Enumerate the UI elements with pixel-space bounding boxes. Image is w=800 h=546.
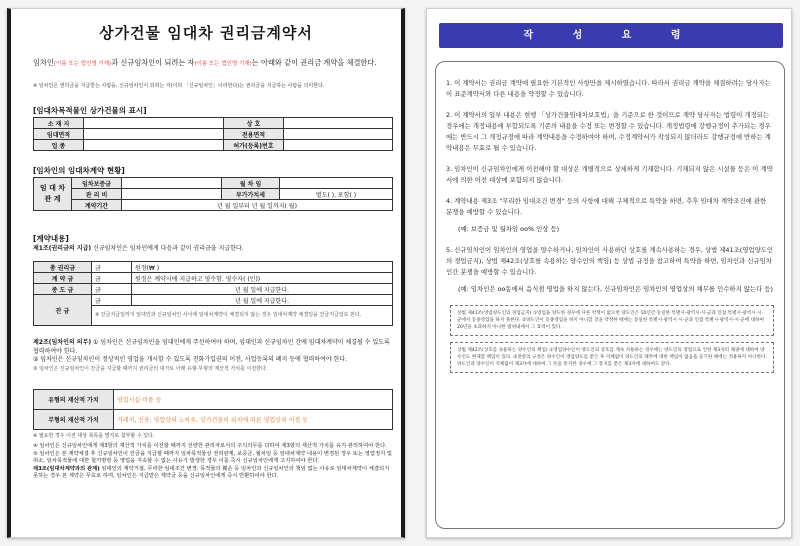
cell-value bbox=[284, 140, 393, 151]
cell-label: 부가가치세 bbox=[222, 189, 280, 200]
cell-value bbox=[122, 189, 222, 200]
cell-label: 총 권리금 bbox=[34, 262, 92, 273]
cell-note: ※ 잔금지급일까지 임대인과 신규임차인 사이에 임대차계약이 체결되지 않는 경우 임대차계약 체결일을 잔금지급일로 본다. bbox=[92, 306, 393, 326]
intro-text: 과 신규임차인이 되려는 자 bbox=[111, 58, 195, 67]
value-table bbox=[33, 389, 393, 430]
cell-label: 소 재 지 bbox=[34, 118, 84, 129]
cell-label: 임 대 차 관 계 bbox=[34, 178, 72, 211]
cell-value bbox=[284, 129, 393, 140]
cell-value: 영업시설·비품 등 bbox=[114, 390, 393, 410]
intro-hint: (이름 또는 법인명 기재) bbox=[53, 61, 112, 67]
guide-item: 3. 임차인이 신규임차인에게 이전해야 할 대상은 개별적으로 상세하게 기재합니다. 기재되지 않은 시설물 등은 이 계약서에 의한 이전 대상에 포함되지 않습니다. bbox=[446, 165, 773, 184]
cell-label: 업 종 bbox=[34, 140, 84, 151]
cell-value: 년 월 일에 지급한다. bbox=[132, 295, 393, 306]
cell-value: 거래처, 신용, 영업상의 노하우, 상가건물의 위치에 따른 영업상의 이점 등 bbox=[114, 410, 393, 430]
value-note: ※ 필요한 경우 이전 대상 목록을 별지로 첨부할 수 있다. bbox=[33, 433, 155, 439]
cell-value: 년 월 일부터 년 월 일까지( 월) bbox=[122, 200, 393, 211]
guide-item: 2. 이 계약서의 일부 내용은 현행 「상가건물임대차보호법」을 기준으로 한 것이므로 계약 당사자는 법령이 개정되는 경우에는 개정내용에 부합되도록 기존의 내용을 수정 또는 변경할 수 있습니다. 개정법령에 강행규정이 추가되는 경우에는 반드시 그 개정규정에 따라 계약내용을 수정하여야 하며, 수정계약서가 작성되지 않더라도 강행규정에 반하는 계약내용은 무효로 될 수 있습니다. bbox=[446, 111, 771, 152]
cell-value bbox=[280, 178, 393, 189]
payment-table bbox=[33, 261, 393, 326]
cell-label: 상 호 bbox=[224, 118, 284, 129]
cell-label: 임대면적 bbox=[34, 129, 84, 140]
cell-value bbox=[84, 118, 224, 129]
section-contract: [계약내용] bbox=[33, 234, 69, 243]
article-text: ③ 임차인은 신규임차인이 잔금을 지급할 때까지 권리금의 대가로 아래 유형·무형의 재산적 가치를 이전한다. bbox=[33, 365, 268, 372]
cell-value: 년 월 일에 지급한다. bbox=[132, 284, 393, 295]
cell-label: 계 약 금 bbox=[34, 273, 92, 284]
intro-note: ※ 임차인은 권리금을 지급받는 사람을, 신규임차인이 되려는 자(이하 「신규임차인」이라한다)는 권리금을 지급하는 사람을 의미한다. bbox=[33, 83, 325, 89]
cell-label: 임차보증금 bbox=[72, 178, 122, 189]
guide-title: 작 성 요 령 bbox=[523, 30, 699, 41]
article-1 bbox=[33, 245, 393, 254]
cell-value: 금 bbox=[92, 284, 132, 295]
guide-box bbox=[435, 61, 785, 529]
cell-value bbox=[84, 129, 224, 140]
guide-item: 5. 신규임차인이 임차인의 영업을 양수하거나, 임차인이 사용하던 상호를 계속사용하는 경우, 상법 제41조(영업양도인의 경업금지), 상법 제42조(상호를 속용하는 양수인의 책임) 등 상법 규정을 참고하여 특약을 하면, 임차인과 신규임차인간 분쟁을 예방할 수 있습니다. bbox=[446, 246, 774, 276]
article-heading: 제1조(권리금의 지급) bbox=[33, 245, 92, 252]
section-lease-status: [임차인의 임대차계약 현황] bbox=[33, 166, 125, 175]
article-heading: 제2조(임차인의 의무) bbox=[33, 339, 92, 346]
guide-header bbox=[439, 23, 783, 48]
article-text: ④ 임차인은 신규임차인에게 제3항의 재산적 가치를 이전할 때까지 선량한 관리자로서의 주의의무를 다하여 제3항의 재산적 가치를 유지·관리하여야 한다. bbox=[33, 443, 387, 449]
article-text: ⑤ 임차인은 본 계약체결 후 신규임차인이 잔금을 지급할 때까지 임차목적물상 권리관계, 보증금, 월차임 등 임대차계약 내용이 변경된 경우 또는 영업정지 및 취소, 임차목적물에 대한 철거명령 등 영업을 지속할 수 없는 사유가 발생한 경우 이를 즉시 신규임차인에게 고지하여야 한다. bbox=[33, 450, 393, 464]
guide-example: (예: 보증금 및 월차임 oo% 인상 등) bbox=[458, 225, 560, 233]
cell-label: 전용면적 bbox=[224, 129, 284, 140]
cell-value: 금 bbox=[92, 273, 132, 284]
article-2 bbox=[33, 339, 393, 373]
cell-label: 무형의 재산적 가치 bbox=[34, 410, 114, 430]
cell-value bbox=[84, 140, 224, 151]
cell-label: 중 도 금 bbox=[34, 284, 92, 295]
lease-table bbox=[33, 177, 393, 211]
guide-page bbox=[426, 8, 792, 538]
cell-value: 원정은 계약시에 지급하고 영수함. 영수자( (인)) bbox=[132, 273, 393, 284]
section-property: [임대차목적물인 상가건물의 표시] bbox=[33, 106, 147, 115]
cell-label: 유형의 재산적 가치 bbox=[34, 390, 114, 410]
intro-text: 는 아래와 같이 권리금 계약을 체결한다. bbox=[251, 58, 377, 67]
cell-label: 허가(등록)번호 bbox=[224, 140, 284, 151]
cell-label: 잔 금 bbox=[34, 295, 92, 326]
guide-example: (예: 임차인은 oo동에서 음식점 영업을 하지 않는다, 신규임차인은 임차인의 영업상의 채무를 인수하지 않는다 등) bbox=[458, 285, 774, 293]
article-2-more bbox=[33, 443, 393, 481]
guide-item: 1. 이 계약서는 권리금 계약에 필요한 기본적인 사항만을 제시하였습니다. 따라서 권리금 계약을 체결하려는 당사자는 이 표준계약서와 다른 내용을 약정할 수 있습니다. bbox=[446, 79, 771, 98]
article-text: 임대인의 계약거절, 무리한 임대조건 변경, 목적물의 훼손 등 임차인과 신규임차인의 책임 없는 사유로 임대차계약이 체결되지 못하는 경우 본 계약은 무효로 하며, 임차인은 지급받은 계약금 등을 신규임차인에게 즉시 반환하여야 한다. bbox=[33, 465, 390, 479]
contract-page bbox=[7, 8, 405, 538]
cell-value bbox=[122, 178, 222, 189]
cell-value bbox=[284, 118, 393, 129]
cell-value: 별도( ), 포함( ) bbox=[280, 189, 393, 200]
article-heading: 제3조(임대차계약과의 관계) bbox=[33, 465, 100, 472]
cell-label: 관 리 비 bbox=[72, 189, 122, 200]
cell-value: 원정(₩ ) bbox=[132, 262, 393, 273]
cell-label: 계약기간 bbox=[72, 200, 122, 211]
law-box-41: 상법 제41조(영업양도인의 경업금지) ①영업을 양도한 경우에 다른 약정이 없으면 양도인은 10년간 동일한 특별시·광역시·시·군과 인접 특별시·광역시·시·군에서 동종영업을 하지 못한다. ②양도인이 동종영업을 하지 아니할 것을 약정한 때에는 동일한 특별시·광역시·시·군과 인접 특별시·광역시·시·군에 대하여 20년을 초과하지 아니한 범위내에서 그 효력이 있다. bbox=[450, 305, 774, 336]
intro-text: 임차인 bbox=[33, 58, 54, 67]
law-box-42: 상법 제42조(상호를 속용하는 양수인의 책임) ①영업양수인이 양도인의 상호를 계속 사용하는 경우에는 양도인의 영업으로 인한 제3자의 채권에 대하여 양수인도 변제할 책임이 있다. ②전항의 규정은 양수인이 영업양도를 받은 후 지체없이 양도인의 채무에 대한 책임이 없음을 등기한 때에는 적용하지 아니한다. 양도인과 양수인이 지체없이 제3자에 대하여 그 뜻을 통지한 경우에 그 통지를 받은 제3자에 대하여도 같다. bbox=[450, 342, 774, 373]
contract-title: 상가건물 임대차 권리금계약서 bbox=[99, 24, 313, 42]
cell-value: 금 bbox=[92, 262, 132, 273]
cell-label: 월 차 임 bbox=[222, 178, 280, 189]
contract-intro bbox=[33, 57, 395, 70]
guide-item: 4. 계약내용 제3조 "무리한 임대조건 변경" 등의 사항에 대해 구체적으로 특약을 하면, 추후 임대차 계약조건에 관한 분쟁을 예방할 수 있습니다. bbox=[446, 197, 767, 216]
article-text: ① 임차인은 신규임차인을 임대인에게 주선하여야 하며, 임대인과 신규임차인 간에 임대차계약이 체결될 수 있도록 협력하여야 한다. bbox=[33, 339, 390, 355]
intro-hint: (이름 또는 법인명 기재) bbox=[194, 61, 252, 67]
article-text: ② 임차인은 신규임차인이 정상적인 영업을 개시할 수 있도록 전화가입권의 이전, 사업등록의 폐지 등에 협력하여야 한다. bbox=[33, 356, 348, 363]
property-table bbox=[33, 117, 393, 151]
cell-value: 금 bbox=[92, 295, 132, 306]
article-text: 신규임차인은 임차인에게 다음과 같이 권리금을 지급한다. bbox=[93, 245, 244, 252]
